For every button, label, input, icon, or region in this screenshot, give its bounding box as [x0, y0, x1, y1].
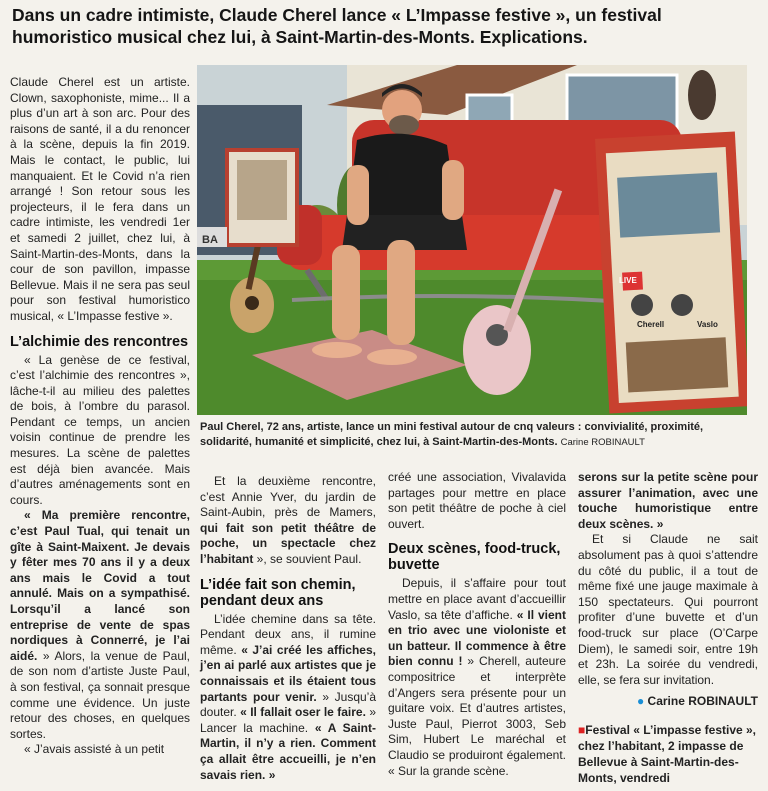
paragraph [200, 612, 376, 784]
quote: « Ma première rencontre, c’est Paul Tual, qui tenait un gîte à Saint-Maixent. Je devais y fêter mes 70 ans il y a deux ans mais le Covid a tout annulé. Mais on a sympathisé. Lorsqu’il a lancé son entreprise de vente de spas nordiques à Connerré, je l’ai aidé. [10, 508, 190, 663]
info-box [578, 722, 758, 786]
bullet-dot-icon: ● [636, 694, 645, 709]
poster-badge: LIVE [619, 276, 637, 285]
red-square-icon: ■ [578, 722, 586, 737]
article-column-4 [578, 470, 758, 786]
paragraph: « La genèse de ce festival, c’est l’alchimie des rencontres », lâche-t-il au milieu des palettes de bois, à l’ombre du parasol. Pendant ce temps, un ancien voisin continue de prendre les mesures. La scène de palettes est déjà bien avancée. Mais d’autres aménagements sont en cours. [10, 352, 190, 507]
photo-illustration [197, 65, 747, 415]
paragraph-text: L’idée chemine dans sa tête. Pendant deux ans, il rumine même. [200, 611, 376, 657]
guitar-pink [463, 305, 531, 395]
author-signature [578, 694, 758, 710]
poster-name-2: Vaslo [697, 320, 718, 329]
article-column-1 [10, 75, 190, 758]
article-column-3 [388, 470, 566, 779]
paragraph [200, 474, 376, 568]
paragraph: créé une association, Vivalavida partages pour mettre en place son petit théâtre de poche à ciel ouvert. [388, 470, 566, 531]
paragraph [10, 508, 190, 742]
quote: « Il fallait oser le faire. [240, 705, 366, 720]
subhead-scenes: Deux scènes, food-truck, buvette [388, 541, 561, 574]
poster-name-1: Cherell [637, 320, 665, 329]
paragraph-text: Et la deuxième rencontre, c’est Annie Yver, du jardin de Saint-Aubin, près de Mamers, [200, 474, 376, 520]
caption-credit: Carine ROBINAULT [560, 437, 645, 448]
photo-caption [200, 420, 756, 450]
quote: qui fait son petit théâtre de poche, un spectacle chez l’habitant [200, 520, 376, 566]
paragraph-text: » Cherell, auteure compositrice et interprète d’Angers sera présente pour un guitare voix. Et d’autres artistes, Juste Paul, Pierrot 3003, Seb Sim, Hubert Le maréchal et Claudio se produiront également. « Sur la grande scène. [388, 654, 567, 778]
article-photo [197, 65, 747, 415]
info-text: Festival « L’impasse festive », chez l’habitant, 2 impasse de Bellevue à Saint-Martin-des-Monts, vendredi [578, 722, 757, 785]
paragraph [388, 576, 566, 779]
headline: Dans un cadre intimiste, Claude Cherel lance « L’Impasse festive », un festival humoristico musical chez lui, à Saint-Martin-des-Monts. Explications. [12, 5, 662, 47]
paragraph-text: », se souvient Paul. [253, 551, 362, 566]
author-name: Carine ROBINAULT [647, 694, 758, 709]
quote: « Il vient en trio avec une violoniste et un batteur. Il commence à être bien connu ! [388, 607, 566, 669]
quote: « A Saint-Martin, il n’y a rien. Comment ça allait être accueilli, je n’en savais rien. » [200, 720, 376, 782]
paragraph-text: Depuis, il s’affaire pour tout mettre en place avant d’accueillir Vaslo, sa tête d’affiche. [388, 576, 566, 622]
article-column-2 [200, 474, 376, 783]
paragraph: Et si Claude ne sait absolument pas à quoi s’attendre du côté du public, il a tout de même fixé une jauge maximale à 150 spectateurs. Qui pourront profiter d’une buvette et d’un food-truck sur place (O’Carpe Diem), le samedi soir, entre 19h et 23h. La soirée du vendredi, elle, se fera sur invitation. [578, 532, 758, 687]
caption-text: Paul Cherel, 72 ans, artiste, lance un mini festival autour de cnq valeurs : convivialité, proximité, solidarité, humanité et simplicité, chez lui, à Saint-Martin-des-Monts. [200, 421, 704, 448]
paragraph-text: » Jusqu’à douter. [200, 689, 377, 720]
quote: « J’ai créé les affiches, j’en ai parlé aux artistes que je connaissais et ils étaient tous partants pour venir. [200, 642, 376, 704]
subhead-alchimie: L’alchimie des rencontres [10, 333, 189, 350]
subhead-idee: L’idée fait son chemin, pendant deux ans [200, 576, 356, 609]
paragraph-text: » Lancer la machine. [200, 705, 377, 735]
paragraph: « J’avais assisté à un petit [24, 742, 165, 757]
intro-paragraph: Claude Cherel est un artiste. Clown, saxophoniste, mime... Il a plus d’un art à son arc. Pour des raisons de santé, il a du renoncer à la scène, depuis la fin 2019. Mais le contact, le public, lui manquaient. Et le Covid n’a rien arrangé ! Son retour sous les projecteurs, il le fera dans un cadre intimiste, les vendredi 1er et samedi 2 juillet, chez lui, à Saint-Martin-des-Monts, dans la cour de son pavillon, impasse Bellevue. Mais il ne sera pas seul pour son festival humoristico musical, « L’Impasse festive ». [10, 75, 190, 323]
poster-left-text: BA [202, 234, 218, 246]
paragraph-text: » Alors, la venue de Paul, de son nom d’artiste Juste Paul, à son festival, ça sonnait presque comme une évidence. Un juste retour des choses, en quelques sortes. [10, 648, 190, 741]
quote: serons sur la petite scène pour assurer l’animation, avec une touche humoristique entre deux scènes. » [578, 470, 758, 531]
